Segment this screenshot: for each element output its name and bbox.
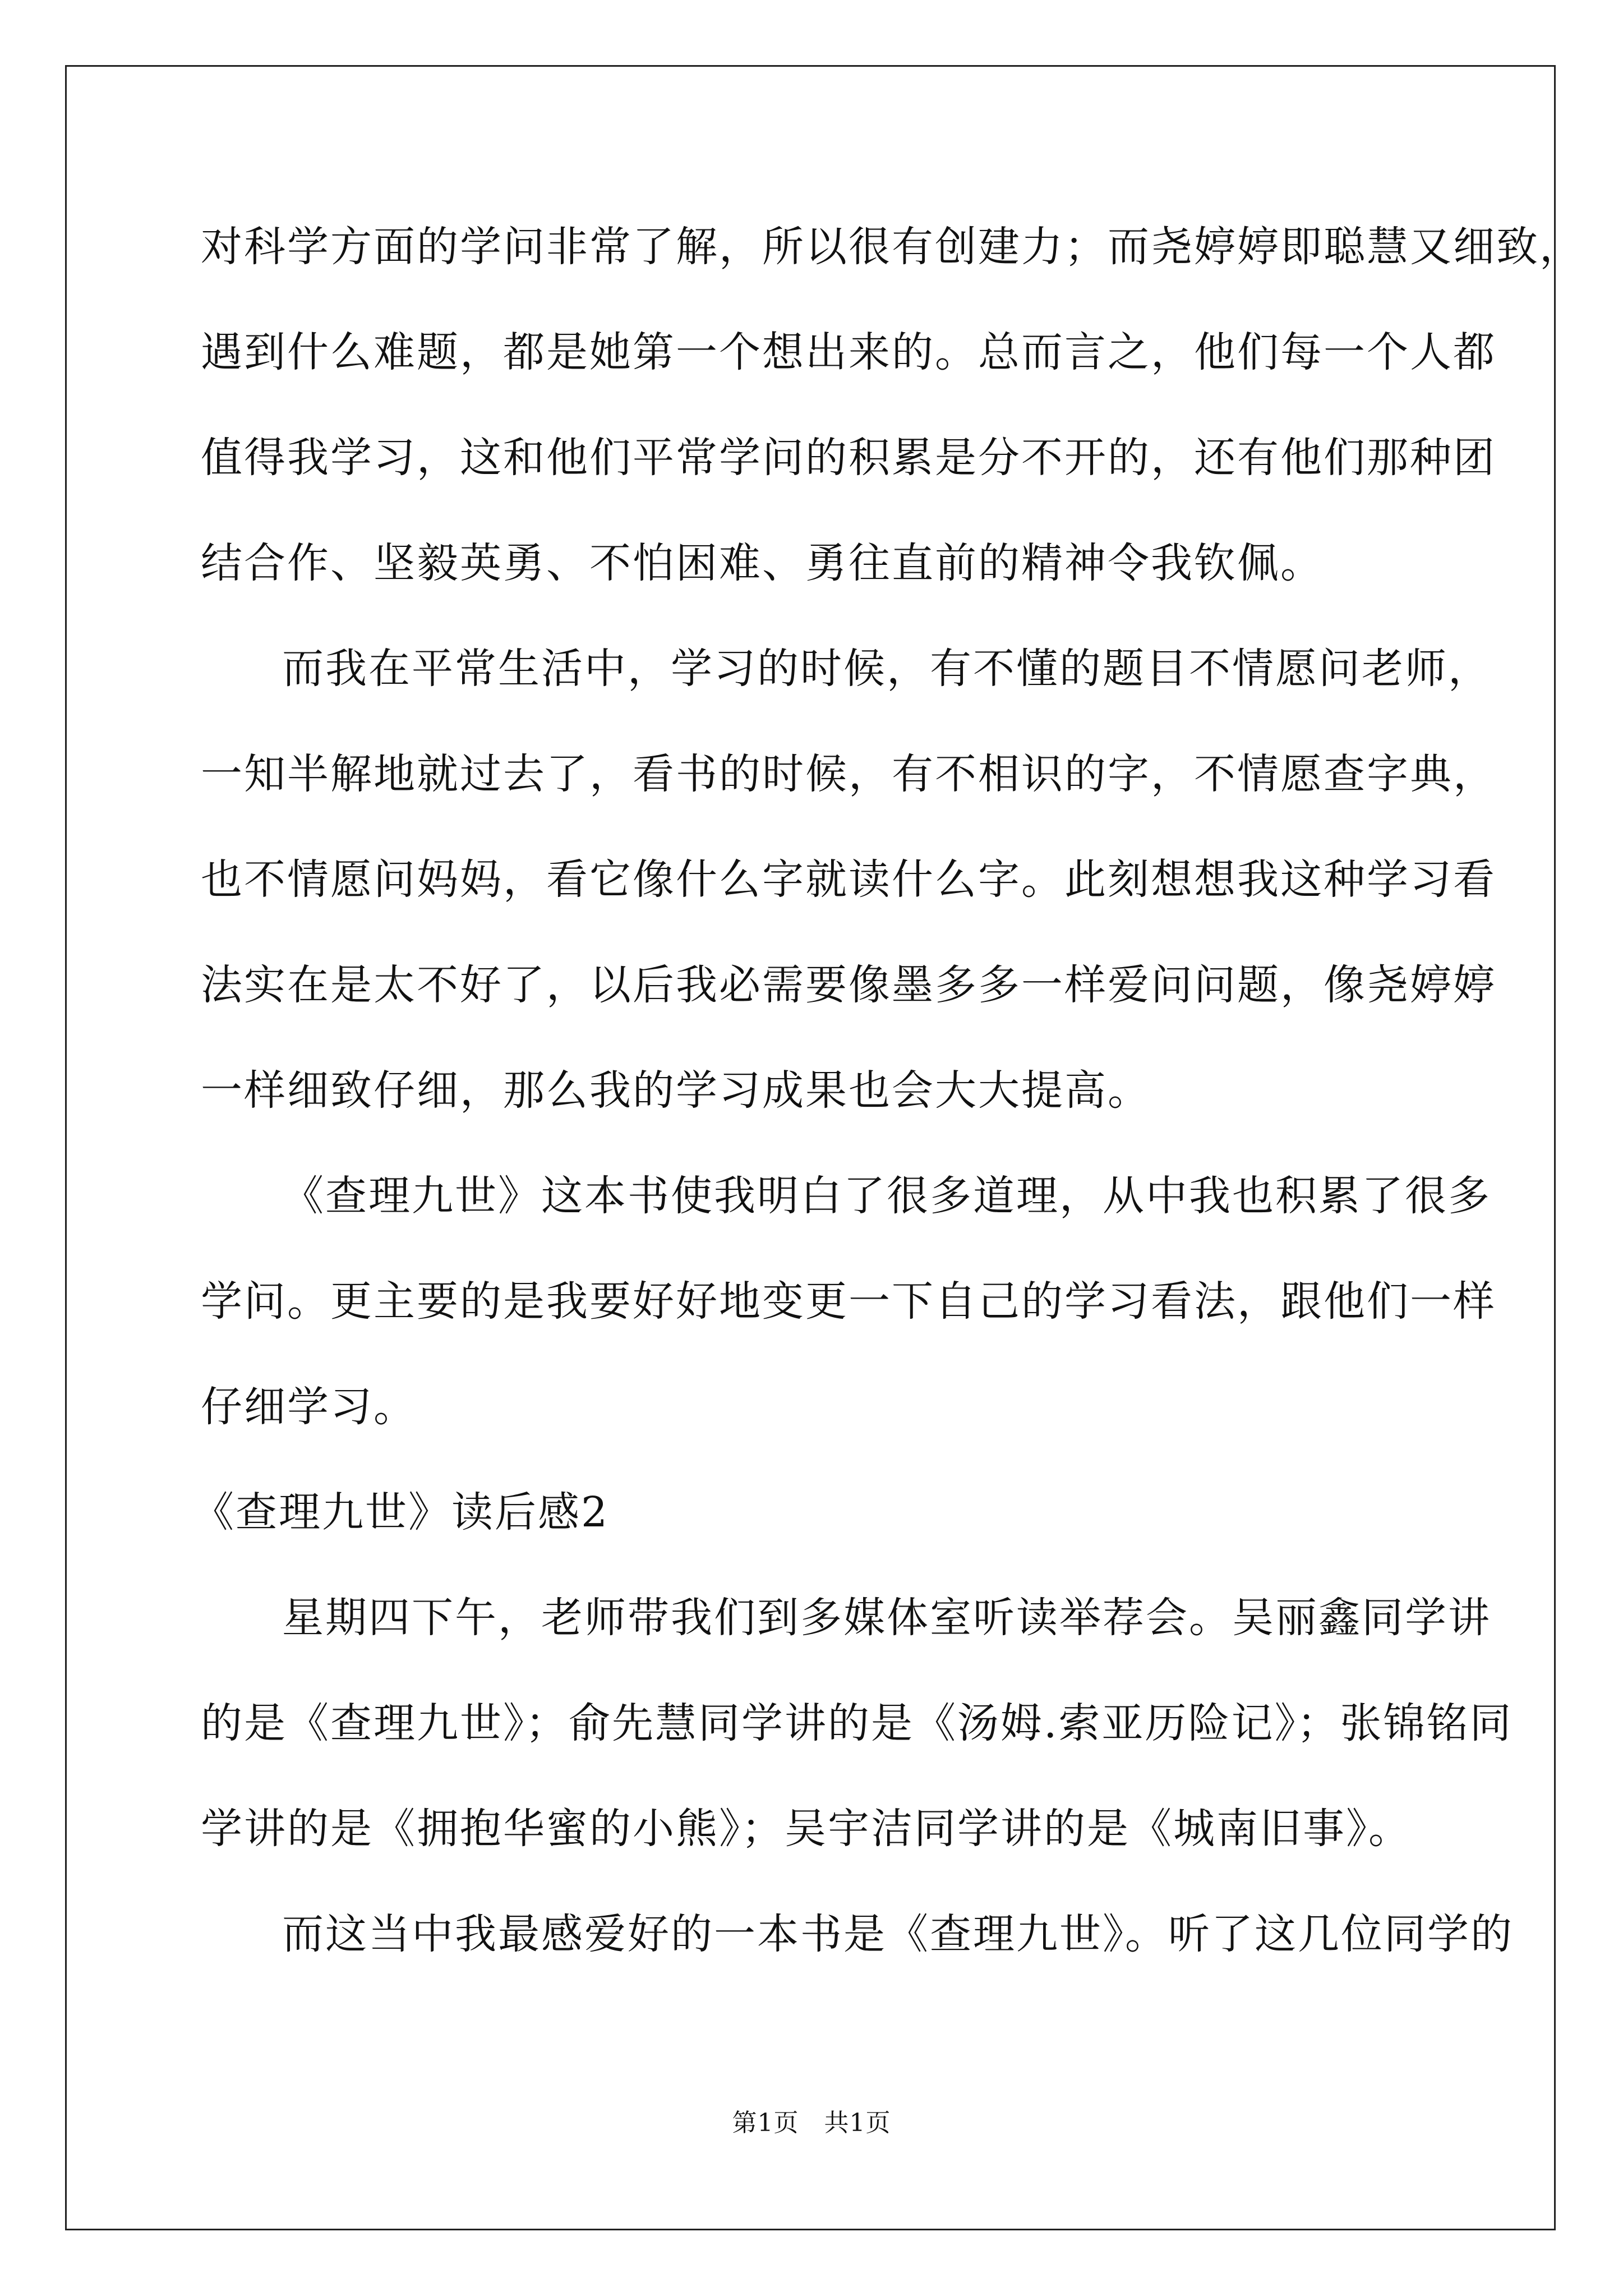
text-line: 学讲的是《拥抱华蜜的小熊》；吴宇洁同学讲的是《城南旧事》。 [201, 1805, 1412, 1853]
page-footer: 第1页 共1页 [732, 2109, 891, 2137]
page-border [65, 65, 1556, 2230]
text-line: 也不情愿问妈妈，看它像什么字就读什么字。此刻想想我这种学习看 [201, 855, 1496, 904]
text-line: 的是《查理九世》；俞先慧同学讲的是《汤姆.索亚历险记》；张锦铭同 [201, 1699, 1513, 1747]
text-line: 值得我学习，这和他们平常学问的积累是分不开的，还有他们那种团 [201, 434, 1496, 482]
text-line: 一样细致仔细，那么我的学习成果也会大大提高。 [201, 1066, 1151, 1115]
text-line: 法实在是太不好了，以后我必需要像墨多多一样爱问问题，像尧婷婷 [201, 961, 1496, 1009]
paragraph-start: 而这当中我最感爱好的一本书是《查理九世》。听了这几位同学的 [282, 1910, 1514, 1958]
text-line: 遇到什么难题，都是她第一个想出来的。总而言之，他们每一个人都 [201, 328, 1496, 376]
section-heading: 《查理九世》读后感2 [192, 1488, 610, 1536]
text-line: 仔细学习。 [201, 1383, 417, 1431]
paragraph-start: 而我在平常生活中，学习的时候，有不懂的题目不情愿问老师， [282, 645, 1491, 693]
text-line: 结合作、坚毅英勇、不怕困难、勇往直前的精神令我钦佩。 [201, 539, 1324, 587]
text-line: 学问。更主要的是我要好好地变更一下自己的学习看法，跟他们一样 [201, 1277, 1496, 1326]
paragraph-start: 星期四下午，老师带我们到多媒体室听读举荐会。吴丽鑫同学讲 [282, 1594, 1491, 1642]
text-line: 一知半解地就过去了，看书的时候，有不相识的字，不情愿查字典， [201, 750, 1496, 798]
paragraph-start: 《查理九世》这本书使我明白了很多道理，从中我也积累了很多 [282, 1172, 1491, 1220]
text-line: 对科学方面的学问非常了解，所以很有创建力；而尧婷婷即聪慧又细致， [201, 223, 1583, 271]
